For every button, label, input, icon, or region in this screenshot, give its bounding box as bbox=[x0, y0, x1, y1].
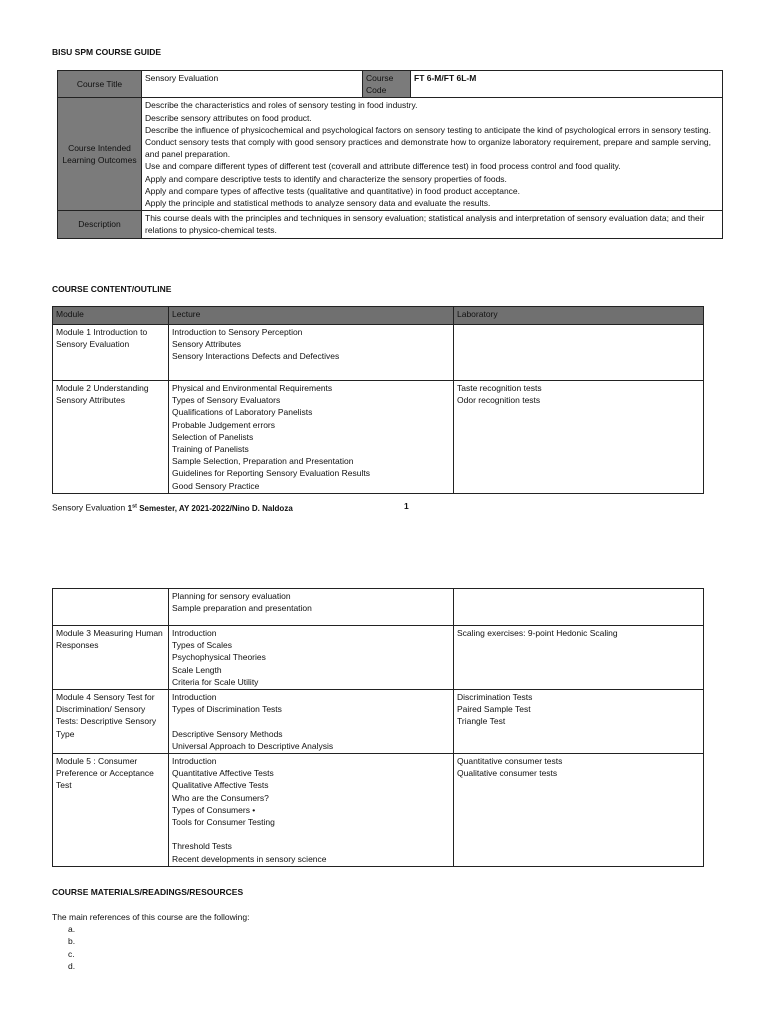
table-row bbox=[53, 754, 704, 867]
lecture-item: Scale Length bbox=[172, 664, 222, 675]
course-title-value: Sensory Evaluation bbox=[142, 71, 363, 98]
lecture-cell bbox=[169, 325, 454, 381]
lecture-item: Sensory Attributes bbox=[172, 339, 241, 350]
footer-ordinal-suffix: st bbox=[132, 503, 137, 509]
lab-cell bbox=[454, 754, 704, 867]
lecture-cell bbox=[169, 690, 454, 754]
lab-item: Quantitative consumer tests bbox=[457, 756, 563, 767]
lecture-item: Descriptive Sensory Methods bbox=[172, 728, 283, 739]
list-item: d. bbox=[68, 961, 76, 972]
lab-item: Taste recognition tests bbox=[457, 383, 542, 393]
lab-item: Triangle Test bbox=[457, 716, 506, 727]
lecture-item: Introduction bbox=[172, 756, 217, 767]
module-cell: Module 2 Understanding Sensory Attributes bbox=[53, 381, 169, 494]
lecture-item: Sensory Interactions Defects and Defectives bbox=[172, 351, 340, 362]
ilo-item: Apply the principle and statistical methods to analyze sensory data and evaluate the results. bbox=[145, 198, 491, 209]
lecture-item: Planning for sensory evaluation bbox=[172, 591, 291, 601]
document-header: BISU SPM COURSE GUIDE bbox=[52, 47, 162, 57]
table-row bbox=[53, 626, 704, 690]
lecture-item: Introduction bbox=[172, 692, 217, 703]
course-code-label-line1: Course bbox=[366, 73, 394, 83]
footer-course: Sensory Evaluation bbox=[52, 502, 126, 513]
outline-table-page1 bbox=[52, 306, 704, 494]
lab-item: Qualitative consumer tests bbox=[457, 768, 558, 779]
outline-header-laboratory: Laboratory bbox=[454, 307, 704, 325]
lecture-item: Psychophysical Theories bbox=[172, 652, 266, 663]
lab-cell bbox=[454, 381, 704, 494]
lab-item: Odor recognition tests bbox=[457, 395, 541, 406]
course-info-table bbox=[57, 70, 723, 239]
ilo-item: Describe the characteristics and roles of sensory testing in food industry. bbox=[145, 100, 418, 111]
list-item: c. bbox=[68, 948, 75, 959]
lecture-item: Who are the Consumers? bbox=[172, 792, 269, 803]
lecture-item: Criteria for Scale Utility bbox=[172, 676, 259, 687]
ilo-item: Conduct sensory tests that comply with good sensory practices and demonstrate how to organize laboratory requirement, prepare and sample serving, and panel preparation. bbox=[145, 137, 712, 160]
module-cell: Module 5 : Consumer Preference or Acceptance Test bbox=[53, 754, 169, 867]
course-code-label-line2: Code bbox=[366, 85, 387, 96]
ilo-item: Describe sensory attributes on food product. bbox=[145, 112, 312, 123]
lab-item: Discrimination Tests bbox=[457, 692, 533, 703]
references-list bbox=[68, 923, 75, 973]
lecture-item: Training of Panelists bbox=[172, 444, 249, 455]
outline-table-page2 bbox=[52, 588, 704, 867]
lecture-item: Good Sensory Practice bbox=[172, 480, 260, 491]
module-cell bbox=[53, 589, 169, 626]
lecture-cell bbox=[169, 626, 454, 690]
table-row bbox=[53, 589, 704, 626]
lecture-cell bbox=[169, 754, 454, 867]
lecture-item: Threshold Tests bbox=[172, 841, 232, 852]
lecture-item: Recent developments in sensory science bbox=[172, 853, 327, 864]
lab-cell bbox=[454, 325, 704, 381]
lecture-cell bbox=[169, 589, 454, 626]
lecture-item: Introduction bbox=[172, 628, 217, 638]
course-code-label bbox=[363, 71, 411, 98]
module-cell: Module 3 Measuring Human Responses bbox=[53, 626, 169, 690]
lab-cell bbox=[454, 690, 704, 754]
table-row bbox=[53, 381, 704, 494]
lecture-item: Introduction to Sensory Perception bbox=[172, 327, 303, 337]
table-row bbox=[53, 325, 704, 381]
lecture-item: Quantitative Affective Tests bbox=[172, 768, 274, 779]
list-item: a. bbox=[68, 924, 76, 934]
lecture-item: Sample Selection, Preparation and Presentation bbox=[172, 456, 354, 467]
course-title-label: Course Title bbox=[58, 71, 142, 98]
lecture-item: Qualifications of Laboratory Panelists bbox=[172, 407, 313, 418]
ilo-label: Course Intended Learning Outcomes bbox=[58, 98, 142, 211]
lab-item: Scaling exercises: 9-point Hedonic Scaling bbox=[457, 628, 618, 638]
lecture-item: Types of Sensory Evaluators bbox=[172, 395, 281, 406]
table-row bbox=[53, 690, 704, 754]
course-code-value: FT 6-M/FT 6L-M bbox=[411, 71, 723, 98]
content-heading: COURSE CONTENT/OUTLINE bbox=[52, 284, 172, 294]
lecture-item bbox=[172, 828, 450, 840]
lab-item: Paired Sample Test bbox=[457, 704, 531, 715]
module-cell: Module 4 Sensory Test for Discrimination/ Sensory Tests: Descriptive Sensory Type bbox=[53, 690, 169, 754]
footer-ordinal: 1 bbox=[127, 503, 133, 513]
lecture-item: Types of Consumers • bbox=[172, 804, 256, 815]
page-footer bbox=[52, 500, 293, 515]
ilo-list bbox=[142, 98, 723, 211]
lecture-item: Types of Discrimination Tests bbox=[172, 704, 282, 715]
lecture-item: Physical and Environmental Requirements bbox=[172, 383, 333, 393]
lab-cell bbox=[454, 589, 704, 626]
lecture-cell bbox=[169, 381, 454, 494]
lecture-item bbox=[172, 715, 450, 727]
lecture-item: Sample preparation and presentation bbox=[172, 603, 312, 614]
lab-cell bbox=[454, 626, 704, 690]
references-intro: The main references of this course are the following: bbox=[52, 912, 250, 922]
lecture-item: Tools for Consumer Testing bbox=[172, 817, 275, 828]
lecture-item: Types of Scales bbox=[172, 640, 233, 651]
materials-heading: COURSE MATERIALS/READINGS/RESOURCES bbox=[52, 887, 244, 897]
page-number: 1 bbox=[404, 501, 409, 511]
description-value: This course deals with the principles and techniques in sensory evaluation; statistical analysis and interpretation of sensory evaluation data; and their relations to physico-chemical tests. bbox=[142, 211, 723, 238]
lecture-item: Universal Approach to Descriptive Analysis bbox=[172, 740, 334, 751]
ilo-item: Apply and compare descriptive tests to identify and characterize the sensory properties of foods. bbox=[145, 173, 507, 184]
footer-rest: Semester, AY 2021-2022/Nino D. Naldoza bbox=[139, 503, 293, 513]
module-cell: Module 1 Introduction to Sensory Evaluation bbox=[53, 325, 169, 381]
ilo-item: Use and compare different types of different test (coverall and attribute difference test) in food process control and food quality. bbox=[145, 161, 621, 172]
lecture-item: Qualitative Affective Tests bbox=[172, 780, 269, 791]
outline-header-lecture: Lecture bbox=[169, 307, 454, 325]
description-label: Description bbox=[58, 211, 142, 238]
lecture-item: Selection of Panelists bbox=[172, 431, 254, 442]
ilo-item: Apply and compare types of affective tests (qualitative and quantitative) in food product acceptance. bbox=[145, 185, 521, 196]
ilo-item: Describe the influence of physicochemical and psychological factors on sensory testing to anticipate the kind of psychological errors in sensory testing. bbox=[145, 124, 712, 135]
lecture-item: Probable Judgement errors bbox=[172, 419, 276, 430]
outline-header-module: Module bbox=[53, 307, 169, 325]
lecture-item: Guidelines for Reporting Sensory Evaluation Results bbox=[172, 468, 370, 479]
list-item: b. bbox=[68, 936, 76, 947]
